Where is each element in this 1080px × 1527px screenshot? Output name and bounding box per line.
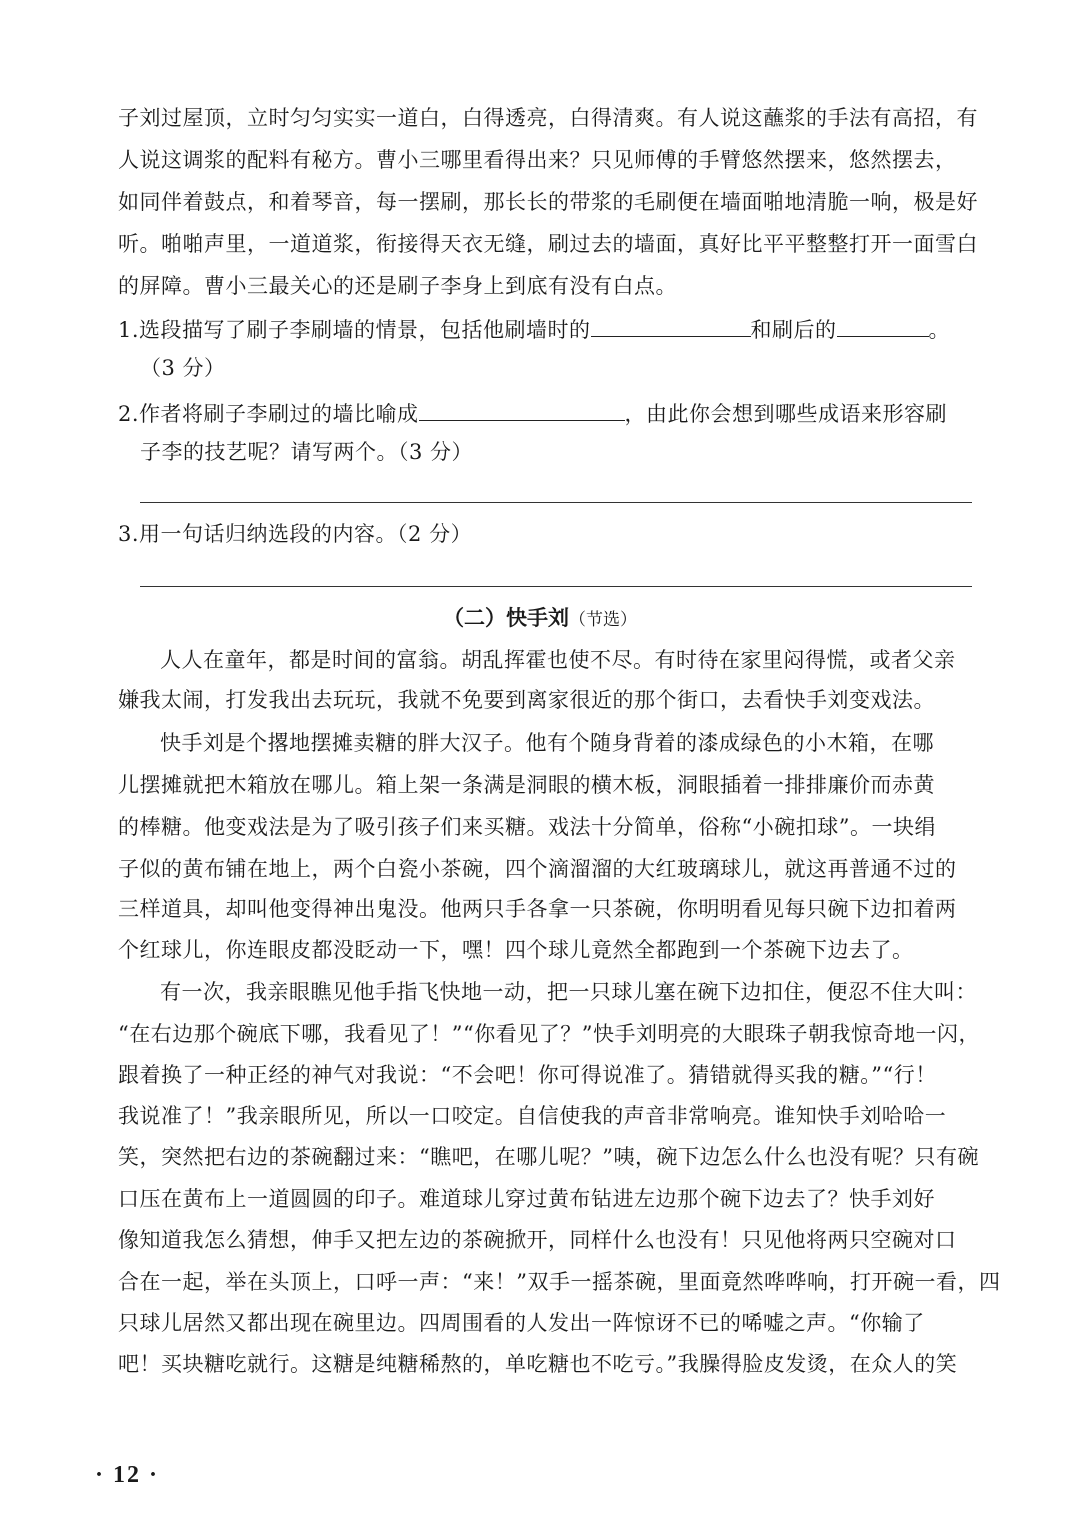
- passage-line: 三样道具，却叫他变得神出鬼没。他两只手各拿一只茶碗，你明明看见每只碗下边扣着两: [118, 897, 957, 921]
- question-1-score: （3 分）: [140, 356, 226, 380]
- section-title-note: （节选）: [569, 610, 637, 630]
- question-2: [118, 398, 978, 428]
- passage-line: 口压在黄布上一道圆圆的印子。难道球儿穿过黄布钻进左边那个碗下边去了？快手刘好: [118, 1187, 935, 1211]
- passage-line: 像知道我怎么猜想，伸手又把左边的茶碗掀开，同样什么也没有！只见他将两只空碗对口: [118, 1228, 957, 1252]
- passage-line: 我说准了！”我亲眼所见，所以一口咬定。自信使我的声音非常响亮。谁知快手刘哈哈一: [118, 1104, 947, 1128]
- answer-blank-2[interactable]: [419, 398, 625, 421]
- answer-blank-1b[interactable]: [837, 314, 929, 337]
- passage-line: 听。啪啪声里，一道道浆，衔接得天衣无缝，刷过去的墙面，真好比平平整整打开一面雪白: [118, 232, 978, 256]
- question-1: [118, 314, 978, 344]
- answer-line-3[interactable]: [140, 586, 972, 587]
- passage-line: 吧！买块糖吃就行。这糖是纯糖稀熬的，单吃糖也不吃亏。”我臊得脸皮发烫，在众人的笑: [118, 1352, 958, 1376]
- page-number: · 12 ·: [95, 1462, 160, 1488]
- passage-line: 只球儿居然又都出现在碗里边。四周围看的人发出一阵惊讶不已的唏嘘之声。“你输了: [118, 1311, 925, 1335]
- question-1-text-b: 和刷后的: [750, 318, 837, 342]
- passage-line: 快手刘是个撂地摆摊卖糖的胖大汉子。他有个随身背着的漆成绿色的小木箱，在哪: [160, 731, 934, 755]
- passage-line: 子刘过屋顶，立时匀匀实实一道白，白得透亮，白得清爽。有人说这蘸浆的手法有高招，有: [118, 106, 978, 130]
- section-title: [0, 604, 1080, 634]
- passage-line: 的屏障。曹小三最关心的还是刷子李身上到底有没有白点。: [118, 274, 677, 298]
- question-3: 3.用一句话归纳选段的内容。（2 分）: [118, 522, 473, 546]
- passage-line: 如同伴着鼓点，和着琴音，每一摆刷，那长长的带浆的毛刷便在墙面啪地清脆一响，极是好: [118, 190, 978, 214]
- question-1-text-c: 。: [928, 318, 951, 342]
- passage-line: 笑，突然把右边的茶碗翻过来：“瞧吧，在哪儿呢？”咦，碗下边怎么什么也没有呢？只有碗: [118, 1145, 979, 1169]
- passage-line: 合在一起，举在头顶上，口呼一声：“来！”双手一摇茶碗，里面竟然哗哗响，打开碗一看，四: [118, 1270, 1001, 1294]
- passage-line: 嫌我太闹，打发我出去玩玩，我就不免要到离家很近的那个街口，去看快手刘变戏法。: [118, 688, 935, 712]
- passage-line: 有一次，我亲眼瞧见他手指飞快地一动，把一只球儿塞在碗下边扣住，便忍不住大叫：: [160, 980, 977, 1004]
- section-title-text: （二）快手刘: [443, 606, 569, 630]
- question-2-continued: 子李的技艺呢？请写两个。（3 分）: [140, 440, 474, 464]
- passage-line: 人人在童年，都是时间的富翁。胡乱挥霍也使不尽。有时待在家里闷得慌，或者父亲: [160, 648, 956, 672]
- passage-line: 个红球儿，你连眼皮都没眨动一下，嘿！四个球儿竟然全都跑到一个茶碗下边去了。: [118, 938, 914, 962]
- question-1-text-a: 1.选段描写了刷子李刷墙的情景，包括他刷墙时的: [118, 318, 591, 342]
- passage-line: 儿摆摊就把木箱放在哪儿。箱上架一条满是洞眼的横木板，洞眼插着一排排廉价而赤黄: [118, 773, 935, 797]
- question-2-text-b: ，由此你会想到哪些成语来形容刷: [624, 402, 948, 426]
- passage-line: 的棒糖。他变戏法是为了吸引孩子们来买糖。戏法十分简单，俗称“小碗扣球”。一块绢: [118, 815, 936, 839]
- answer-line-2[interactable]: [140, 502, 972, 503]
- passage-line: 人说这调浆的配料有秘方。曹小三哪里看得出来？只见师傅的手臂悠然摆来，悠然摆去，: [118, 148, 957, 172]
- passage-line: 子似的黄布铺在地上，两个白瓷小茶碗，四个滴溜溜的大红玻璃球儿，就这再普通不过的: [118, 857, 957, 881]
- question-2-text-a: 2.作者将刷子李刷过的墙比喻成: [118, 402, 419, 426]
- passage-line: “在右边那个碗底下哪，我看见了！”“你看见了？”快手刘明亮的大眼珠子朝我惊奇地一闪，: [118, 1022, 980, 1046]
- passage-line: 跟着换了一种正经的神气对我说：“不会吧！你可得说准了。猜错就得买我的糖。”“行！: [118, 1063, 937, 1087]
- answer-blank-1a[interactable]: [591, 314, 751, 337]
